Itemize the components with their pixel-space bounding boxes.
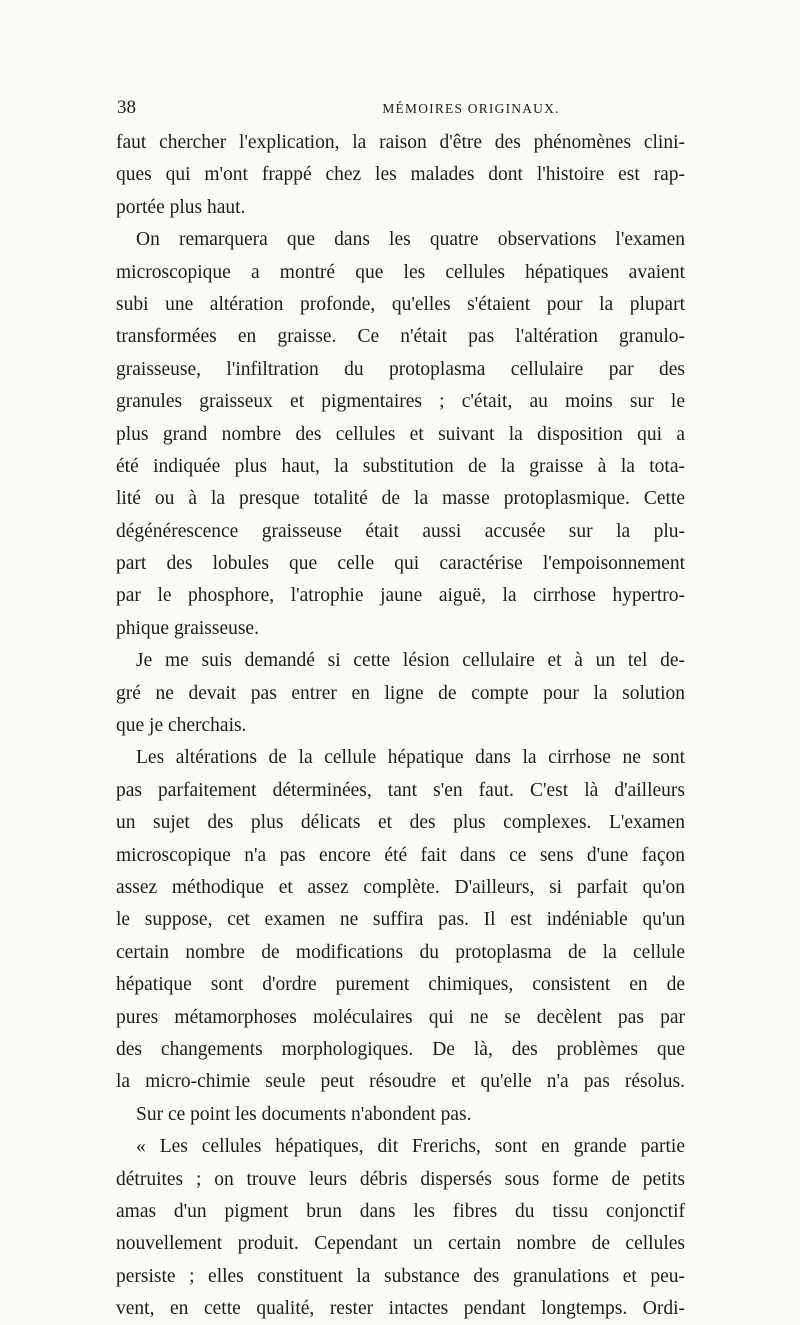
text-line: microscopique n'a pas encore été fait dans ce sens d'une façon [116, 844, 685, 866]
text-line: « Les cellules hépatiques, dit Frerichs, sont en grande partie [136, 1136, 685, 1158]
body-text [116, 127, 685, 1325]
text-line: persiste ; elles constituent la substance des granulations et peu- [116, 1265, 685, 1287]
text-line: Je me suis demandé si cette lésion cellulaire et à un tel de- [136, 650, 685, 672]
text-line: portée plus haut. [116, 196, 246, 218]
text-line: granules graisseux et pigmentaires ; c'était, au moins sur le [116, 391, 685, 413]
text-line: faut chercher l'explication, la raison d'être des phénomènes clini- [116, 132, 685, 153]
text-line: pures métamorphoses moléculaires qui ne se decèlent pas par [116, 1006, 685, 1028]
text-line: des changements morphologiques. De là, des problèmes que [116, 1038, 685, 1060]
text-line: un sujet des plus délicats et des plus complexes. L'examen [116, 812, 685, 834]
text-line: assez méthodique et assez complète. D'ailleurs, si parfait qu'on [116, 876, 685, 898]
text-line: le suppose, cet examen ne suffira pas. Il est indéniable qu'un [116, 909, 685, 931]
text-line: microscopique a montré que les cellules hépatiques avaient [116, 261, 685, 283]
text-line: graisseuse, l'infiltration du protoplasma cellulaire par des [116, 358, 685, 380]
text-line: la micro-chimie seule peut résoudre et qu'elle n'a pas résolus. [116, 1071, 685, 1093]
text-line: transformées en graisse. Ce n'était pas l'altération granulo- [116, 326, 685, 348]
text-line: gré ne devait pas entrer en ligne de compte pour la solution [116, 682, 685, 704]
text-line: subi une altération profonde, qu'elles s'étaient pour la plupart [116, 293, 685, 315]
text-line: certain nombre de modifications du protoplasma de la cellule [116, 941, 685, 963]
text-line: part des lobules que celle qui caractérise l'empoisonnement [116, 553, 685, 575]
text-line: On remarquera que dans les quatre observations l'examen [136, 229, 685, 251]
running-head: MÉMOIRES ORIGINAUX. [382, 101, 560, 116]
text-line: ques qui m'ont frappé chez les malades dont l'histoire est rap- [116, 164, 685, 186]
text-line: phique graisseuse. [116, 617, 259, 639]
text-line: Les altérations de la cellule hépatique dans la cirrhose ne sont [136, 747, 685, 769]
text-line: lité ou à la presque totalité de la masse protoplasmique. Cette [116, 488, 685, 510]
text-line: amas d'un pigment brun dans les fibres du tissu conjonctif [116, 1200, 685, 1222]
text-line: par le phosphore, l'atrophie jaune aiguë, la cirrhose hypertro- [116, 585, 685, 607]
text-line: vent, en cette qualité, rester intactes pendant longtemps. Ordi- [116, 1298, 685, 1320]
text-line: que je cherchais. [116, 715, 247, 737]
text-line: été indiquée plus haut, la substitution de la graisse à la tota- [116, 455, 685, 477]
text-line: hépatique sont d'ordre purement chimiques, consistent en de [116, 974, 685, 996]
text-line: détruites ; on trouve leurs débris dispersés sous forme de petits [116, 1168, 685, 1190]
page-number: 38 [117, 97, 136, 118]
page-header [117, 98, 685, 118]
text-line: dégénérescence graisseuse était aussi accusée sur la plu- [116, 520, 685, 542]
text-line: nouvellement produit. Cependant un certain nombre de cellules [116, 1233, 685, 1255]
text-line: pas parfaitement déterminées, tant s'en faut. C'est là d'ailleurs [116, 779, 685, 801]
text-line: plus grand nombre des cellules et suivant la disposition qui a [116, 423, 685, 445]
text-line: Sur ce point les documents n'abondent pas. [136, 1103, 472, 1125]
